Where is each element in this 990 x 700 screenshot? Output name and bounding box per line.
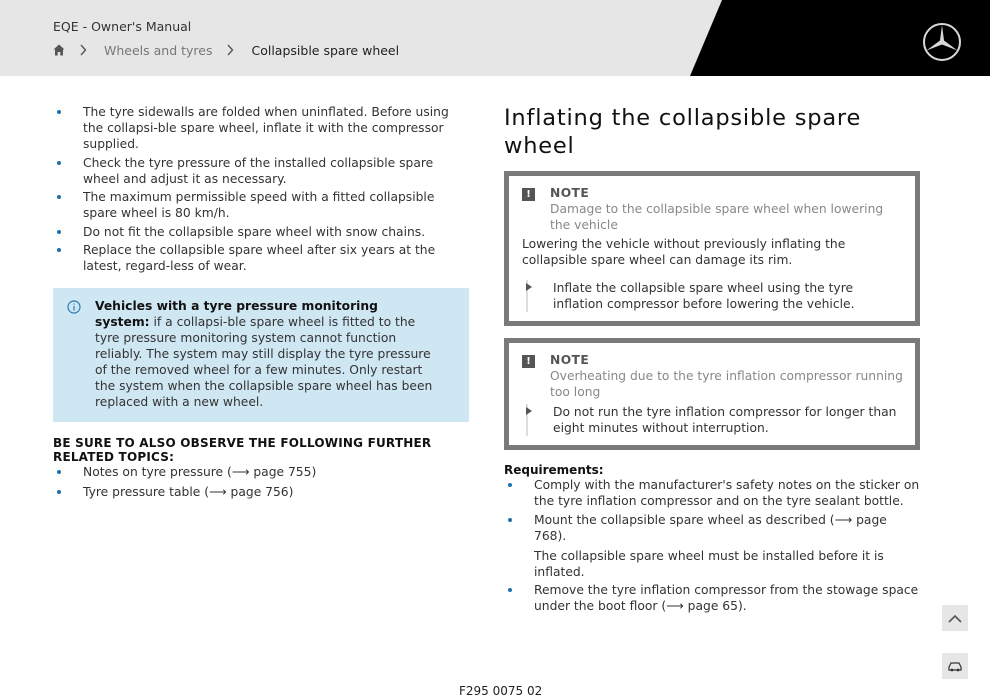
- car-icon: [947, 660, 963, 672]
- right-column: [504, 104, 920, 617]
- note-subtitle: Damage to the collapsible spare wheel when lowering the vehicle: [550, 202, 884, 232]
- note-action: [522, 280, 903, 312]
- manual-title: EQE - Owner's Manual: [53, 19, 192, 34]
- bullet-list: [53, 104, 469, 274]
- list-item-text: Do not fit the collapsible spare wheel with snow chains.: [83, 224, 426, 239]
- action-arrow-icon: [526, 407, 532, 415]
- requirements-list: [504, 477, 920, 614]
- list-item-text: Comply with the manufacturer's safety notes on the sticker on the tyre inflation compressor and on the tyre sealant bottle.: [534, 478, 920, 508]
- scroll-to-top-button[interactable]: [942, 605, 968, 631]
- info-box-text: if a collapsi-ble spare wheel is fitted to the tyre pressure monitoring system cannot function reliably. The system may still display the tyre pressure of the removed wheel for a few minutes. Only restart the system when the collapsible spare wheel has been replaced with a new wheel.: [95, 315, 433, 409]
- note-box: [504, 171, 920, 326]
- chevron-right-icon: [226, 44, 234, 56]
- breadcrumb: [53, 41, 399, 59]
- requirements-heading: Requirements:: [504, 463, 604, 477]
- bullet-dot: [508, 588, 512, 592]
- bullet-dot: [57, 248, 61, 252]
- breadcrumb-current: Collapsible spare wheel: [251, 42, 400, 58]
- list-item: [504, 512, 920, 580]
- note-action-text: Inflate the collapsible spare wheel using the tyre inflation compressor before lowering the vehicle.: [553, 281, 855, 311]
- list-item[interactable]: [53, 464, 469, 480]
- bullet-dot: [508, 483, 512, 487]
- related-topics-heading: BE SURE TO ALSO OBSERVE THE FOLLOWING FURTHER RELATED TOPICS:: [53, 436, 432, 464]
- list-item: [53, 189, 469, 221]
- note-action-text: Do not run the tyre inflation compressor for longer than eight minutes without interruption.: [553, 405, 897, 435]
- page-title: Inflating the collapsible spare wheel: [504, 105, 862, 159]
- list-item: [53, 242, 469, 274]
- related-topics-list: [53, 464, 469, 500]
- chevron-up-icon: [948, 614, 962, 623]
- info-box: [53, 288, 469, 422]
- list-item-text: Check the tyre pressure of the installed collapsible spare wheel and adjust it as necessary.: [83, 155, 434, 186]
- list-item: [504, 477, 920, 509]
- bullet-dot: [57, 195, 61, 199]
- left-column: [53, 104, 469, 504]
- list-item-text: Mount the collapsible spare wheel as described (⟶ page 768).: [534, 512, 887, 543]
- warning-icon: !: [522, 188, 535, 201]
- bullet-dot: [57, 161, 61, 165]
- bullet-dot: [508, 518, 512, 522]
- chevron-right-icon: [79, 44, 87, 56]
- page-header: [0, 0, 990, 76]
- note-title: NOTE: [550, 353, 590, 367]
- breadcrumb-link-wheels[interactable]: Wheels and tyres: [104, 42, 213, 58]
- list-item-text: Remove the tyre inflation compressor from the stowage space under the boot floor (⟶ page 65).: [534, 583, 919, 613]
- bullet-dot: [57, 230, 61, 234]
- related-link[interactable]: Tyre pressure table (⟶ page 756): [83, 485, 294, 499]
- note-title: NOTE: [550, 186, 590, 200]
- list-item: [53, 224, 469, 240]
- note-action: [522, 404, 903, 436]
- mercedes-star-logo: [922, 22, 962, 62]
- list-item-text: The tyre sidewalls are folded when uninflated. Before using the collapsi-ble spare wheel, inflate it with the compressor supplied.: [83, 105, 449, 151]
- list-item: [53, 104, 469, 152]
- list-item: [53, 155, 469, 187]
- note-subtitle: Overheating due to the tyre inflation compressor running too long: [550, 369, 903, 399]
- home-icon[interactable]: [53, 44, 65, 56]
- warning-icon: !: [522, 355, 535, 368]
- list-item-subtext: The collapsible spare wheel must be installed before it is inflated.: [534, 548, 884, 579]
- action-arrow-icon: [526, 283, 532, 291]
- bullet-dot: [57, 490, 61, 494]
- note-body: Lowering the vehicle without previously inflating the collapsible spare wheel can damage its rim.: [522, 237, 846, 267]
- bullet-dot: [57, 470, 61, 474]
- list-item-text: The maximum permissible speed with a fitted collapsible spare wheel is 80 km/h.: [83, 190, 435, 220]
- image-reference-code: F295 0075 02: [459, 684, 543, 698]
- info-box-heading: Vehicles with a tyre pressure monitoring system:: [95, 299, 378, 329]
- list-item[interactable]: [53, 484, 469, 500]
- bullet-dot: [57, 110, 61, 114]
- vehicle-view-button[interactable]: [942, 653, 968, 679]
- list-item-text: Replace the collapsible spare wheel after six years at the latest, regard-less of wear.: [83, 243, 436, 273]
- note-box: [504, 338, 920, 450]
- list-item: [504, 582, 920, 614]
- info-icon: [67, 300, 81, 314]
- related-link[interactable]: Notes on tyre pressure (⟶ page 755): [83, 465, 317, 479]
